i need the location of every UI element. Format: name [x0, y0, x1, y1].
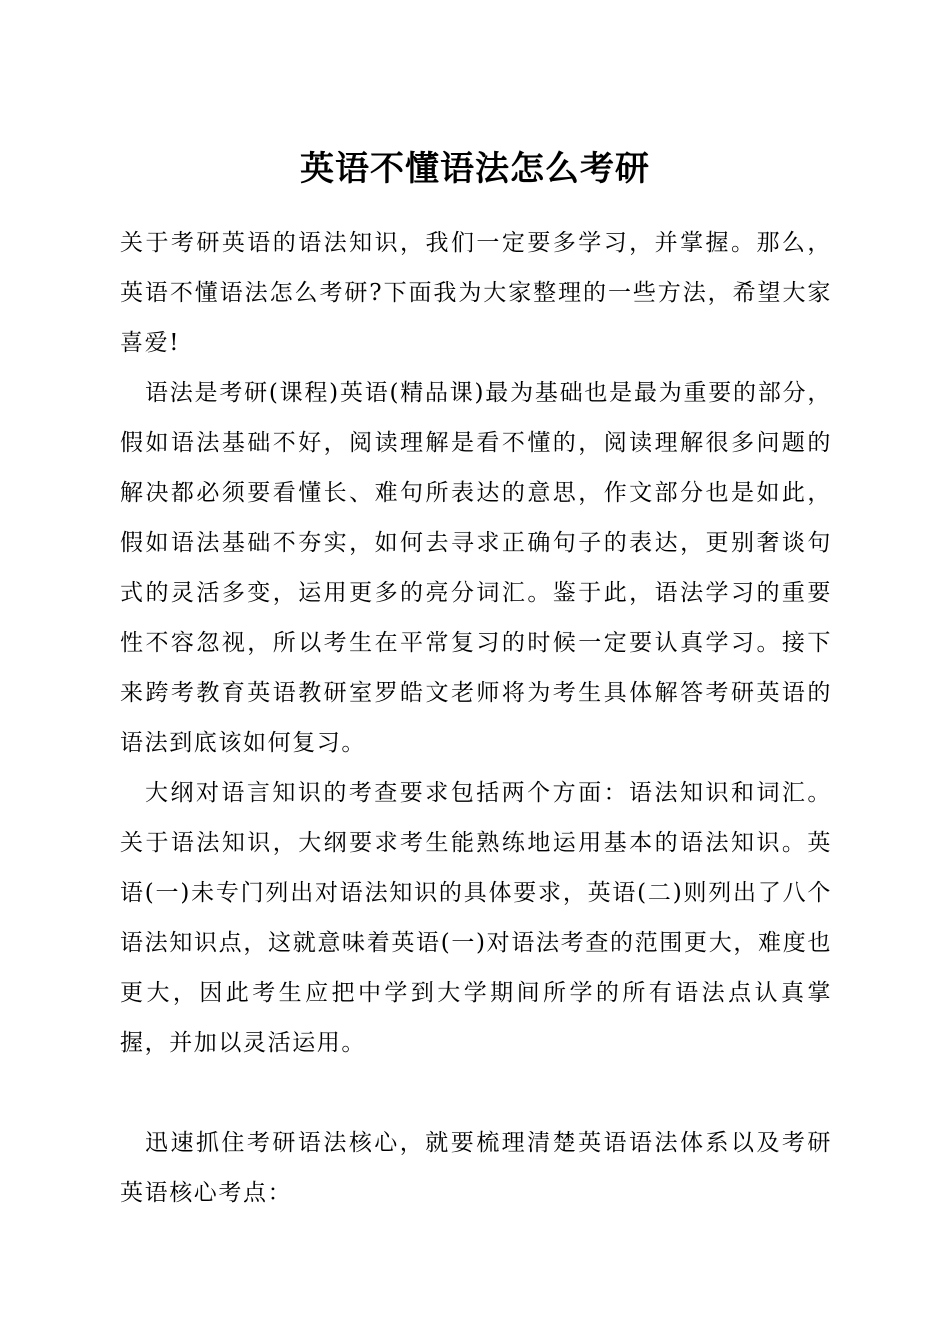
document-title: 英语不懂语法怎么考研 [300, 149, 650, 189]
paragraph-syllabus-requirements: 大纲对语言知识的考查要求包括两个方面：语法知识和词汇。关于语法知识，大纲要求考生能熟练地运用基本的语法知识。英语(一)未专门列出对语法知识的具体要求，英语(二)则列出了八个语法知识点，这就意味着英语(一)对语法考查的范围更大，难度也更大，因此考生应把中学到大学期间所学的所有语法点认真掌握，并加以灵活运用。 [120, 780, 832, 1056]
paragraph-grammar-importance: 语法是考研(课程)英语(精品课)最为基础也是最为重要的部分，假如语法基础不好，阅读理解是看不懂的，阅读理解很多问题的解决都必须要看懂长、难句所表达的意思，作文部分也是如此，假如语法基础不夯实，如何去寻求正确句子的表达，更别奢谈句式的灵活多变，运用更多的亮分词汇。鉴于此，语法学习的重要性不容忽视，所以考生在平常复习的时候一定要认真学习。接下来跨考教育英语教研室罗皓文老师将为考生具体解答考研英语的语法到底该如何复习。 [120, 380, 832, 756]
paragraph-grammar-core: 迅速抓住考研语法核心，就要梳理清楚英语语法体系以及考研英语核心考点： [120, 1130, 832, 1206]
paragraph-intro: 关于考研英语的语法知识，我们一定要多学习，并掌握。那么，英语不懂语法怎么考研?下面我为大家整理的一些方法，希望大家喜爱! [120, 230, 832, 356]
document-body [120, 218, 832, 1218]
